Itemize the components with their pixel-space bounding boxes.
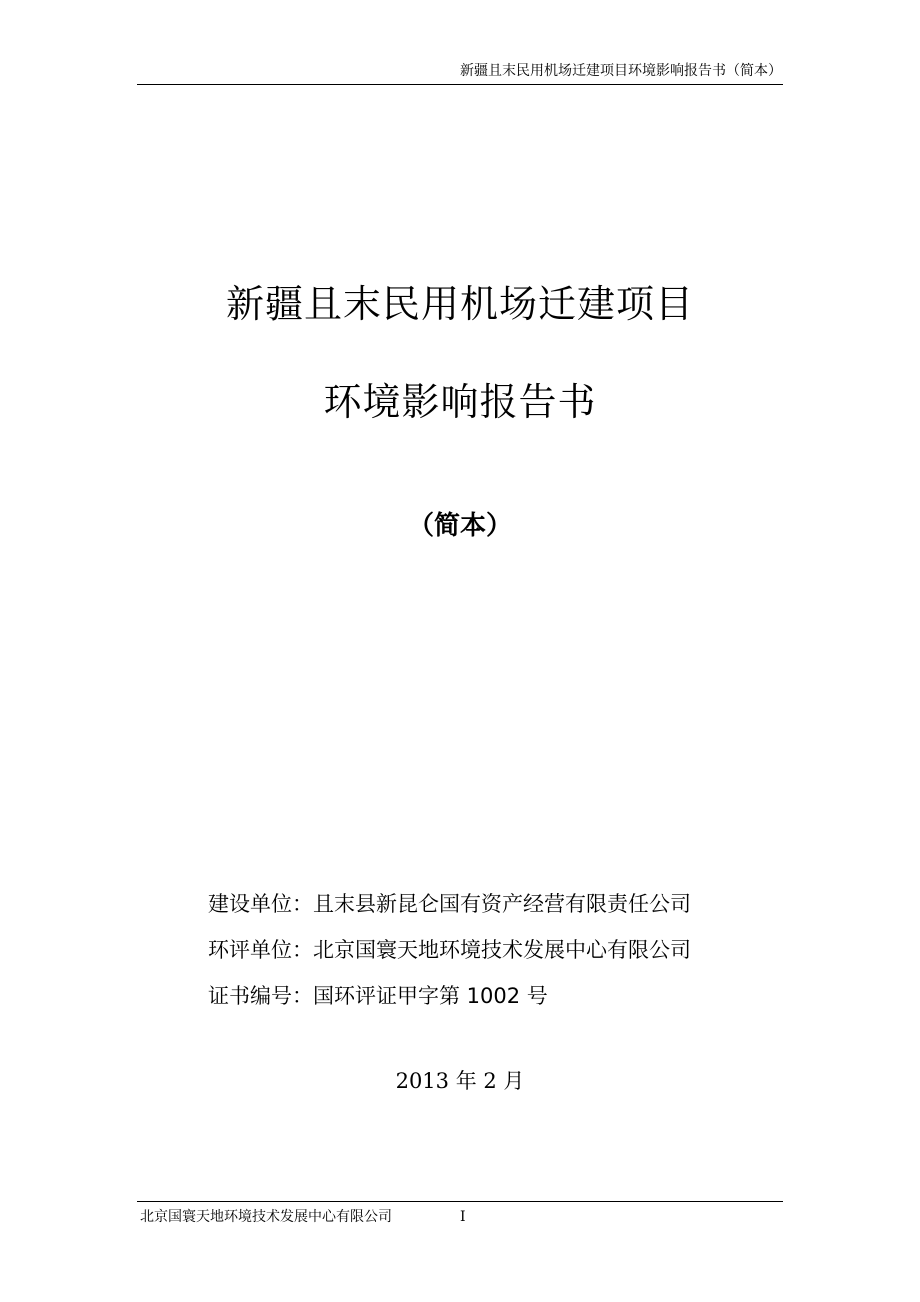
cover-date: 2013 年 2 月	[395, 1069, 525, 1093]
title-line-1: 新疆且末民用机场迁建项目	[225, 282, 694, 326]
title-line-2: 环境影响报告书	[323, 380, 597, 424]
cover-subtitle: （简本）	[407, 511, 512, 541]
footer-divider	[137, 1201, 783, 1202]
page-number: I	[460, 1209, 466, 1225]
certificate-number: 证书编号：国环评证甲字第 1002 号	[208, 984, 548, 1008]
running-header-title: 新疆且末民用机场迁建项目环境影响报告书（简本）	[460, 63, 782, 79]
footer-company-name: 北京国寰天地环境技术发展中心有限公司	[140, 1209, 392, 1225]
construction-unit: 建设单位：且末县新昆仑国有资产经营有限责任公司	[208, 892, 691, 916]
assessment-unit: 环评单位：北京国寰天地环境技术发展中心有限公司	[208, 938, 691, 962]
cover-info-block	[208, 890, 691, 1028]
header-divider	[137, 84, 783, 85]
